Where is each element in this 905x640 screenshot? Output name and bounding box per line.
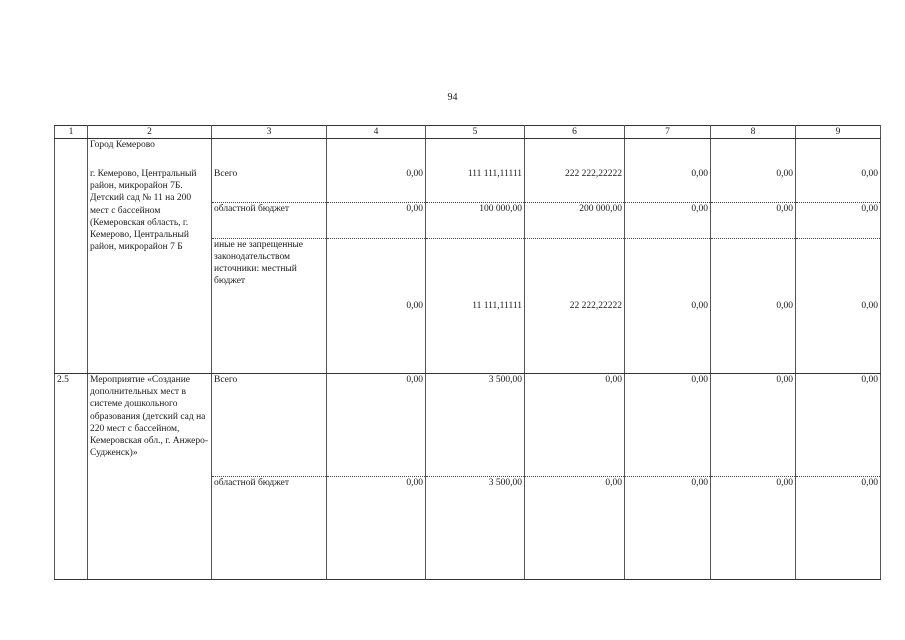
object-2-c9: 0,00: [796, 477, 881, 580]
object-2-source: Всего: [212, 374, 327, 477]
city-label: Город Кемерово: [88, 139, 212, 169]
object-2-c8: 0,00: [711, 477, 796, 580]
object-1-c5: 100 000,00: [426, 202, 525, 238]
object-1-c8: 0,00: [711, 202, 796, 238]
object-1-c4: 0,00: [327, 238, 426, 373]
object-1-c4: 0,00: [327, 168, 426, 202]
table-row: [55, 374, 881, 477]
object-2-c7: 0,00: [625, 477, 711, 580]
header-col-5: 5: [426, 126, 525, 139]
object-1-c6: 200 000,00: [525, 202, 625, 238]
object-1-c7: 0,00: [625, 238, 711, 373]
object-2-num: 2.5: [55, 374, 88, 580]
object-2-c7: 0,00: [625, 374, 711, 477]
object-2-description: Мероприятие «Создание дополнительных мест в системе дошкольного образования (детский сад на 220 мест с бассейном, Кемеровская обл., г. Анжеро-Судженск)»: [88, 374, 212, 580]
header-col-4: 4: [327, 126, 426, 139]
object-1-description: г. Кемерово, Центральный район, микрорайон 7Б. Детский сад № 11 на 200 мест с бассейном (Кемеровская область, г. Кемерово, Центральный район, микрорайон 7 Б: [88, 168, 212, 374]
object-1-source: областной бюджет: [212, 202, 327, 238]
budget-table: [54, 125, 881, 580]
header-col-2: 2: [88, 126, 212, 139]
object-2-c6: 0,00: [525, 374, 625, 477]
object-1-source: иные не запрещенные законодательством источники: местный бюджет: [212, 238, 327, 373]
object-1-c7: 0,00: [625, 168, 711, 202]
header-col-6: 6: [525, 126, 625, 139]
object-2-c6: 0,00: [525, 477, 625, 580]
header-col-3: 3: [212, 126, 327, 139]
header-row: [55, 126, 881, 139]
object-1-c7: 0,00: [625, 202, 711, 238]
city-row: [55, 139, 881, 169]
page-number: 94: [447, 92, 458, 103]
object-1-c6: 22 222,22222: [525, 238, 625, 373]
table-row: [55, 168, 881, 202]
header-col-9: 9: [796, 126, 881, 139]
object-1-c4: 0,00: [327, 202, 426, 238]
object-1-c6: 222 222,22222: [525, 168, 625, 202]
object-1-num: [55, 168, 88, 374]
header-col-7: 7: [625, 126, 711, 139]
object-2-c8: 0,00: [711, 374, 796, 477]
object-1-c9: 0,00: [796, 238, 881, 373]
object-2-c9: 0,00: [796, 374, 881, 477]
object-1-c8: 0,00: [711, 168, 796, 202]
object-1-c9: 0,00: [796, 202, 881, 238]
object-2-c4: 0,00: [327, 374, 426, 477]
object-2-source: областной бюджет: [212, 477, 327, 580]
object-2-c5: 3 500,00: [426, 374, 525, 477]
header-col-1: 1: [55, 126, 88, 139]
object-1-c5: 11 111,11111: [426, 238, 525, 373]
object-1-source: Всего: [212, 168, 327, 202]
object-2-c4: 0,00: [327, 477, 426, 580]
header-col-8: 8: [711, 126, 796, 139]
object-2-c5: 3 500,00: [426, 477, 525, 580]
object-1-c8: 0,00: [711, 238, 796, 373]
object-1-c9: 0,00: [796, 168, 881, 202]
object-1-c5: 111 111,11111: [426, 168, 525, 202]
